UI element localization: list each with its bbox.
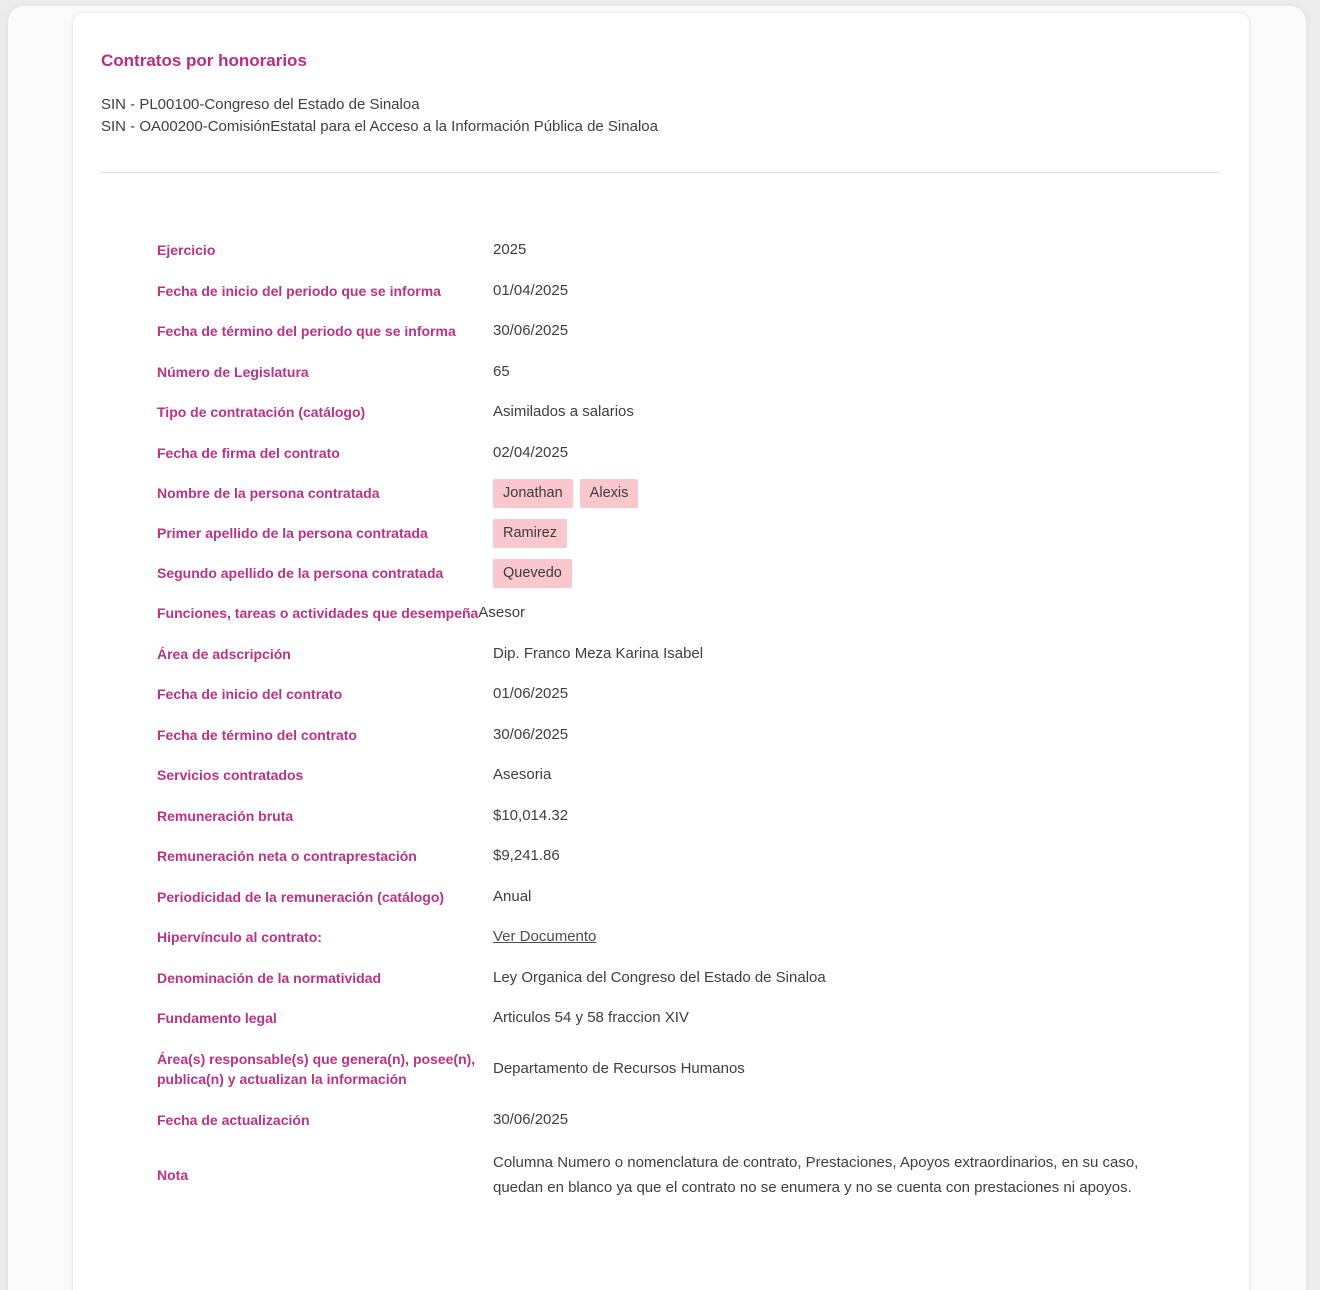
field-value: Asesor bbox=[478, 604, 526, 621]
field-value: 30/06/2025 bbox=[493, 725, 569, 743]
field-label: Periodicidad de la remuneración (catálogo) bbox=[157, 888, 445, 905]
fields-list bbox=[157, 230, 1219, 1210]
field-row bbox=[157, 473, 1219, 513]
field-row bbox=[157, 634, 1219, 675]
field-label: Ejercicio bbox=[157, 242, 216, 258]
field-row bbox=[157, 593, 1219, 634]
field-value: Anual bbox=[493, 887, 532, 905]
page-title: Contratos por honorarios bbox=[101, 51, 307, 70]
field-row bbox=[157, 917, 1219, 958]
highlighted-name-chip: Quevedo bbox=[493, 559, 572, 588]
field-label: Fecha de firma del contrato bbox=[157, 444, 340, 461]
entity-line: SIN - OA00200-ComisiónEstatal para el Acceso a la Información Pública de Sinaloa bbox=[101, 118, 658, 135]
field-label: Nota bbox=[157, 1166, 189, 1183]
field-row bbox=[157, 836, 1219, 877]
field-value: 65 bbox=[493, 362, 510, 380]
field-value: $10,014.32 bbox=[493, 806, 569, 824]
field-value: Asimilados a salarios bbox=[493, 403, 634, 420]
field-label: Hipervínculo al contrato: bbox=[157, 929, 322, 945]
field-row bbox=[157, 674, 1219, 715]
field-value bbox=[493, 479, 1219, 508]
field-label: Fecha de inicio del periodo que se informa bbox=[157, 282, 441, 299]
field-label: Área(s) responsable(s) que genera(n), posee(n), publica(n) y actualizan la información bbox=[157, 1050, 476, 1087]
field-value: Columna Numero o nomenclatura de contrato, Prestaciones, Apoyos extraordinarios, en su caso, quedan en blanco ya que el contrato no se enumera y no se cuenta con prestaciones ni apoyos. bbox=[493, 1154, 1139, 1196]
field-row bbox=[157, 271, 1219, 312]
field-label: Servicios contratados bbox=[157, 767, 304, 783]
field-value: $9,241.86 bbox=[493, 847, 560, 864]
field-row bbox=[157, 715, 1219, 756]
field-row bbox=[157, 1039, 1219, 1100]
field-value bbox=[493, 519, 1219, 548]
field-label: Fecha de actualización bbox=[157, 1111, 310, 1128]
field-row bbox=[157, 998, 1219, 1039]
field-label: Tipo de contratación (catálogo) bbox=[157, 404, 366, 420]
divider bbox=[101, 172, 1219, 173]
field-value: Ley Organica del Congreso del Estado de Sinaloa bbox=[493, 968, 826, 986]
field-row bbox=[157, 230, 1219, 271]
field-value bbox=[493, 559, 1219, 588]
field-value: 02/04/2025 bbox=[493, 443, 569, 461]
field-value: 01/04/2025 bbox=[493, 281, 569, 299]
field-label: Remuneración neta o contraprestación bbox=[157, 848, 417, 864]
field-value: 01/06/2025 bbox=[493, 685, 569, 702]
field-value: Articulos 54 y 58 fraccion XIV bbox=[493, 1009, 689, 1026]
field-label: Área de adscripción bbox=[157, 645, 291, 662]
field-row bbox=[157, 1100, 1219, 1141]
field-row bbox=[157, 433, 1219, 474]
field-value: 30/06/2025 bbox=[493, 1110, 569, 1128]
field-value: Departamento de Recursos Humanos bbox=[493, 1059, 745, 1077]
field-value bbox=[493, 927, 1219, 948]
field-row bbox=[157, 958, 1219, 999]
field-row bbox=[157, 352, 1219, 393]
ver-documento-link[interactable]: Ver Documento bbox=[493, 928, 597, 945]
field-label: Nombre de la persona contratada bbox=[157, 484, 380, 501]
entity-list bbox=[101, 94, 1219, 138]
field-label: Fecha de término del periodo que se informa bbox=[157, 323, 456, 339]
field-value: Asesoria bbox=[493, 766, 552, 783]
highlighted-name-chip: Alexis bbox=[580, 479, 639, 508]
field-label: Primer apellido de la persona contratada bbox=[157, 524, 428, 541]
record-card bbox=[72, 12, 1250, 1290]
field-label: Denominación de la normatividad bbox=[157, 969, 382, 986]
field-row bbox=[157, 877, 1219, 918]
field-row bbox=[157, 796, 1219, 837]
entity-line: SIN - PL00100-Congreso del Estado de Sinaloa bbox=[101, 96, 420, 113]
field-row bbox=[157, 513, 1219, 553]
field-row bbox=[157, 755, 1219, 796]
field-row bbox=[157, 392, 1219, 433]
field-label: Segundo apellido de la persona contratada bbox=[157, 564, 444, 581]
field-row bbox=[157, 311, 1219, 352]
highlighted-name-chip: Jonathan bbox=[493, 479, 573, 508]
field-label: Fecha de término del contrato bbox=[157, 726, 357, 743]
highlighted-name-chip: Ramirez bbox=[493, 519, 567, 548]
field-row bbox=[157, 1140, 1219, 1210]
field-label: Remuneración bruta bbox=[157, 807, 294, 824]
field-value: Dip. Franco Meza Karina Isabel bbox=[493, 644, 704, 662]
field-row bbox=[157, 553, 1219, 593]
field-value: 30/06/2025 bbox=[493, 322, 569, 339]
field-label: Fundamento legal bbox=[157, 1010, 277, 1026]
field-value: 2025 bbox=[493, 241, 527, 258]
field-label: Fecha de inicio del contrato bbox=[157, 686, 343, 702]
field-label: Número de Legislatura bbox=[157, 363, 309, 380]
field-label: Funciones, tareas o actividades que desempeña bbox=[157, 605, 479, 621]
